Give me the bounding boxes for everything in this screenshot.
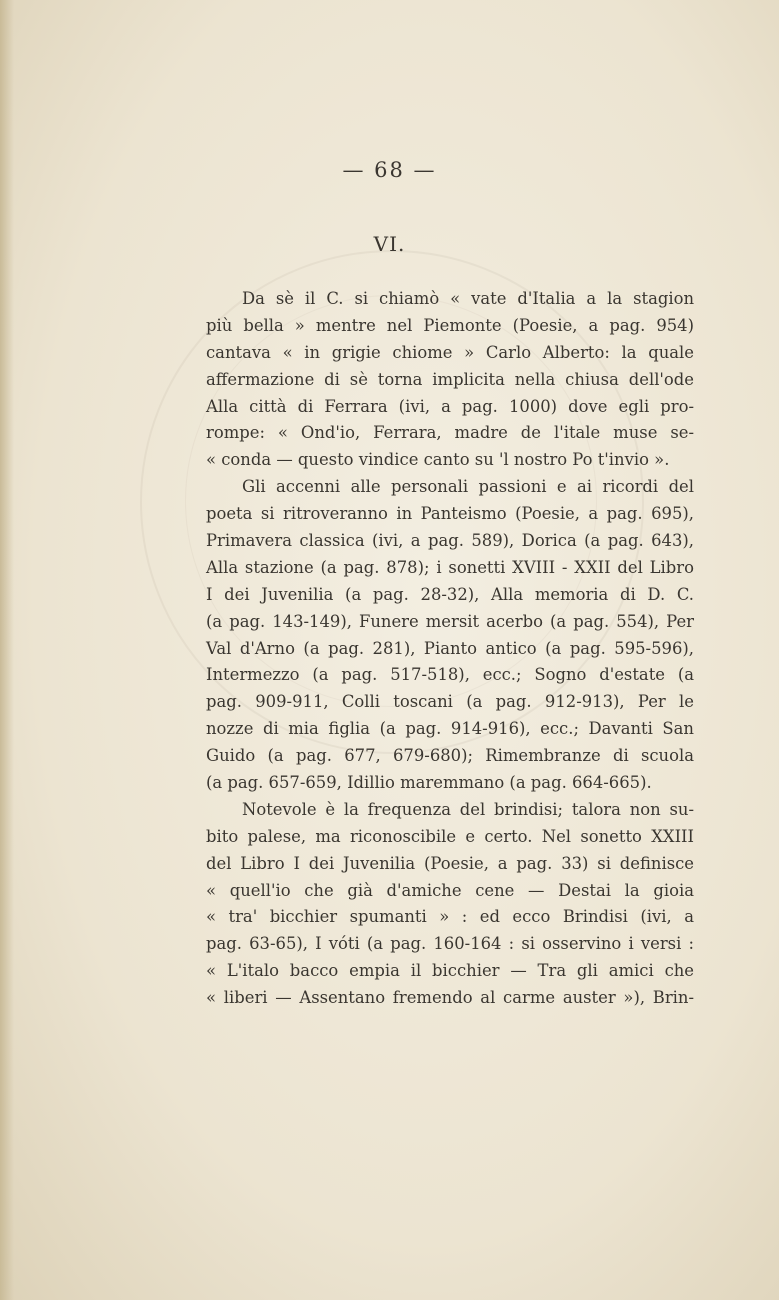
text-line: Alla città di Ferrara (ivi, a pag. 1000) dove egli pro- (206, 396, 694, 416)
text-line: Alla stazione (a pag. 878); i sonetti XVIII - XXII del Libro (206, 557, 694, 577)
text-line: (a pag. 143-149), Funere mersit acerbo (a pag. 554), Per (206, 611, 694, 631)
text-line: cantava « in grigie chiome » Carlo Alberto: la quale (206, 342, 694, 362)
text-line: Gli accenni alle personali passioni e ai ricordi del (242, 477, 694, 497)
text-line: del Libro I dei Juvenilia (Poesie, a pag. 33) si definisce (206, 853, 694, 873)
text-line: Notevole è la frequenza del brindisi; talora non su- (242, 799, 694, 819)
text-line: affermazione di sè torna implicita nella chiusa dell'ode (206, 369, 694, 389)
text-line: Primavera classica (ivi, a pag. 589), Dorica (a pag. 643), (206, 531, 694, 551)
text-line: rompe: « Ond'io, Ferrara, madre de l'itale muse se- (206, 423, 694, 443)
text-line: Guido (a pag. 677, 679-680); Rimembranze di scuola (206, 746, 694, 766)
text-line: pag. 909-911, Colli toscani (a pag. 912-913), Per le (206, 692, 694, 712)
text-line: (a pag. 657-659, Idillio maremmano (a pag. 664-665). (206, 773, 652, 793)
text-line: « L'italo bacco empia il bicchier — Tra gli amici che (206, 961, 694, 981)
text-line: Da sè il C. si chiamò « vate d'Italia a la stagion (242, 289, 694, 308)
text-line: poeta si ritroveranno in Panteismo (Poesie, a pag. 695), (206, 504, 694, 524)
text-line: « quell'io che già d'amiche cene — Destai la gioia (206, 880, 694, 900)
text-line: I dei Juvenilia (a pag. 28-32), Alla memoria di D. C. (206, 584, 694, 604)
text-line: « conda — questo vindice canto su 'l nostro Po t'invio ». (206, 450, 670, 470)
text-line: Val d'Arno (a pag. 281), Pianto antico (a pag. 595-596), (206, 638, 694, 658)
page-number: — 68 — (342, 158, 437, 182)
text-line: bito palese, ma riconoscibile e certo. Nel sonetto XXIII (206, 826, 694, 846)
page-edge-shadow (0, 0, 14, 1300)
section-heading: VI. (373, 232, 406, 256)
text-line: più bella » mentre nel Piemonte (Poesie, a pag. 954) (206, 315, 694, 335)
text-line: « liberi — Assentano fremendo al carme auster »), Brin- (206, 988, 694, 1008)
text-line: « tra' bicchier spumanti » : ed ecco Brindisi (ivi, a (206, 907, 694, 927)
body-text (206, 286, 694, 1012)
text-line: Intermezzo (a pag. 517-518), ecc.; Sogno d'estate (a (206, 665, 694, 685)
text-line: pag. 63-65), I vóti (a pag. 160-164 : si osservino i versi : (206, 934, 694, 954)
text-line: nozze di mia figlia (a pag. 914-916), ecc.; Davanti San (206, 719, 694, 739)
